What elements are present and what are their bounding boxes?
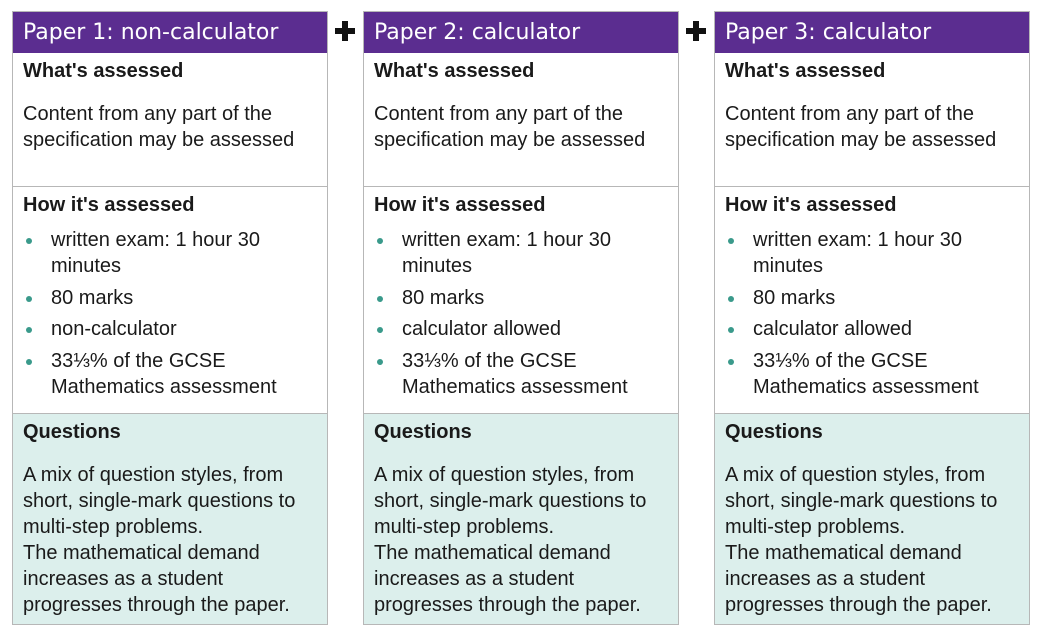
paper-2-card: [363, 11, 679, 625]
section-heading: How it's assessed: [23, 194, 195, 216]
list-item: written exam: 1 hour 30 minutes: [23, 227, 317, 279]
paper-1-card: [12, 11, 328, 625]
bullet-icon: [728, 327, 734, 333]
section-heading: How it's assessed: [374, 194, 546, 216]
section-text: A mix of question styles, from short, single-mark questions to multi-step problems. The mathematical demand increases as a student progresses through the paper.: [23, 464, 296, 616]
section-heading: Questions: [725, 421, 823, 443]
paper-title: Paper 3: calculator: [715, 12, 1029, 53]
bullet-icon: [728, 359, 734, 365]
bullet-icon: [26, 238, 32, 244]
section-heading: What's assessed: [23, 60, 184, 82]
questions-section: [13, 413, 327, 624]
list-item: 33⅓% of the GCSE Mathematics assessment: [23, 348, 317, 400]
list-item: 33⅓% of the GCSE Mathematics assessment: [725, 348, 1019, 400]
bullet-icon: [26, 327, 32, 333]
questions-section: [715, 413, 1029, 624]
list-item: written exam: 1 hour 30 minutes: [725, 227, 1019, 279]
list-item: written exam: 1 hour 30 minutes: [374, 227, 668, 279]
section-text: Content from any part of the specification may be assessed: [374, 103, 646, 151]
paper-title: Paper 1: non-calculator: [13, 12, 327, 53]
section-text: A mix of question styles, from short, single-mark questions to multi-step problems. The mathematical demand increases as a student progresses through the paper.: [725, 464, 998, 616]
bullet-icon: [377, 296, 383, 302]
bullet-icon: [26, 359, 32, 365]
assessment-list: [374, 227, 668, 400]
bullet-icon: [377, 327, 383, 333]
how-assessed-section: [715, 186, 1029, 413]
paper-3-card: [714, 11, 1030, 625]
section-text: Content from any part of the specification may be assessed: [23, 103, 295, 151]
how-assessed-section: [13, 186, 327, 413]
section-heading: Questions: [374, 421, 472, 443]
paper-title: Paper 2: calculator: [364, 12, 678, 53]
whats-assessed-section: [364, 53, 678, 186]
list-item: calculator allowed: [725, 316, 1019, 342]
bullet-icon: [728, 238, 734, 244]
assessment-list: [23, 227, 317, 400]
bullet-icon: [377, 238, 383, 244]
whats-assessed-section: [13, 53, 327, 186]
assessment-list: [725, 227, 1019, 400]
plus-icon: [684, 19, 708, 43]
section-heading: Questions: [23, 421, 121, 443]
section-heading: What's assessed: [374, 60, 535, 82]
section-text: A mix of question styles, from short, single-mark questions to multi-step problems. The mathematical demand increases as a student progresses through the paper.: [374, 464, 647, 616]
list-item: 80 marks: [374, 285, 668, 311]
bullet-icon: [728, 296, 734, 302]
section-heading: What's assessed: [725, 60, 886, 82]
how-assessed-section: [364, 186, 678, 413]
section-text: Content from any part of the specification may be assessed: [725, 103, 997, 151]
list-item: 80 marks: [725, 285, 1019, 311]
bullet-icon: [377, 359, 383, 365]
whats-assessed-section: [715, 53, 1029, 186]
questions-section: [364, 413, 678, 624]
list-item: calculator allowed: [374, 316, 668, 342]
plus-icon: [333, 19, 357, 43]
list-item: non-calculator: [23, 316, 317, 342]
list-item: 80 marks: [23, 285, 317, 311]
list-item: 33⅓% of the GCSE Mathematics assessment: [374, 348, 668, 400]
section-heading: How it's assessed: [725, 194, 897, 216]
bullet-icon: [26, 296, 32, 302]
